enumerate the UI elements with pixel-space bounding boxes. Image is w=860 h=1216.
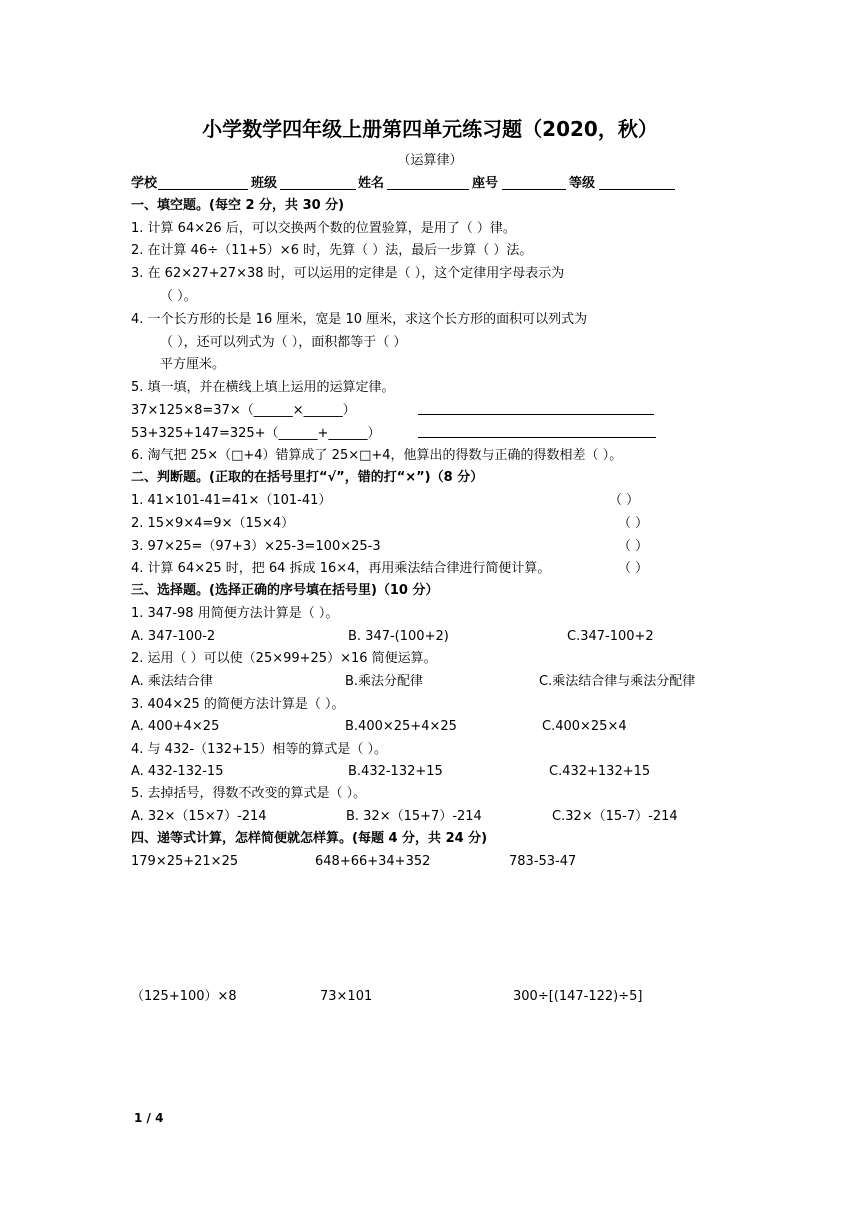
class-label: 班级 (251, 176, 278, 191)
s1-question-5: 5. 填一填，并在横线上填上运用的运算定律。 (131, 380, 395, 395)
section1-heading: 一、填空题。(每空 2 分，共 30 分) (131, 198, 345, 213)
s2-item-text: 1. 41×101-41=41×（101-41） (131, 493, 332, 508)
seat-label: 座号 (472, 176, 499, 191)
s3-option-b[interactable]: B.432-132+15 (348, 764, 443, 779)
s3-question: 2. 运用（ ）可以使（25×99+25）×16 简便运算。 (131, 651, 437, 666)
s3-question: 3. 404×25 的简便方法计算是（ ）。 (131, 697, 345, 712)
s3-option-a[interactable]: A. 乘法结合律 (131, 674, 213, 689)
s3-option-c[interactable]: C.32×（15-7）-214 (552, 809, 678, 824)
s3-option-a[interactable]: A. 347-100-2 (131, 629, 216, 644)
s1-question-3a: 3. 在 62×27+27×38 时，可以运用的定律是（ ），这个定律用字母表示为 (131, 266, 565, 281)
s1-answer-line-5a[interactable] (418, 414, 654, 415)
s3-option-c[interactable]: C.432+132+15 (549, 764, 651, 779)
grade-label: 等级 (569, 176, 596, 191)
s2-item-paren[interactable]: （ ） (618, 561, 649, 576)
s1-answer-line-5b[interactable] (418, 437, 656, 438)
name-label: 姓名 (358, 176, 385, 191)
s1-question-3b: （ ）。 (160, 289, 197, 304)
s3-option-a[interactable]: A. 432-132-15 (131, 764, 224, 779)
calc-problem: 73×101 (320, 989, 373, 1004)
s1-question-5a: 37×125×8=37×（______×______） (131, 403, 356, 418)
s3-option-b[interactable]: B. 32×（15+7）-214 (346, 809, 482, 824)
calc-problem: 783-53-47 (509, 854, 577, 869)
school-blank[interactable] (158, 189, 248, 190)
calc-problem: 300÷[(147-122)÷5] (513, 989, 643, 1004)
s3-option-b[interactable]: B. 347-(100+2) (348, 629, 449, 644)
page-number: 1 / 4 (134, 1111, 164, 1125)
s1-question-4c: 平方厘米。 (160, 357, 226, 372)
calc-problem: （125+100）×8 (131, 989, 237, 1004)
s3-question: 5. 去掉括号，得数不改变的算式是（ ）。 (131, 786, 367, 801)
s3-option-a[interactable]: A. 32×（15×7）-214 (131, 809, 267, 824)
s2-item-text: 2. 15×9×4=9×（15×4） (131, 516, 295, 531)
page-subtitle: （运算律） (397, 153, 463, 168)
section4-heading: 四、递等式计算，怎样简便就怎样算。(每题 4 分，共 24 分) (131, 831, 488, 846)
seat-blank[interactable] (502, 189, 566, 190)
s2-item-paren[interactable]: （ ） (618, 539, 649, 554)
s3-question: 4. 与 432-（132+15）相等的算式是（ ）。 (131, 742, 388, 757)
calc-problem: 648+66+34+352 (315, 854, 431, 869)
s2-item-text: 3. 97×25=（97+3）×25-3=100×25-3 (131, 539, 381, 554)
grade-blank[interactable] (599, 189, 675, 190)
s1-question-5b: 53+325+147=325+（______+______） (131, 426, 381, 441)
calc-problem: 179×25+21×25 (131, 854, 239, 869)
s3-option-b[interactable]: B.乘法分配律 (345, 674, 424, 689)
s1-question-6: 6. 淘气把 25×（□+4）错算成了 25×□+4，他算出的得数与正确的得数相差（ ）。 (131, 448, 623, 463)
s1-question-4a: 4. 一个长方形的长是 16 厘米，宽是 10 厘米，求这个长方形的面积可以列式为 (131, 312, 588, 327)
page-title: 小学数学四年级上册第四单元练习题（2020，秋） (202, 117, 658, 141)
section2-heading: 二、判断题。(正取的在括号里打“√”，错的打“×”)（8 分） (131, 470, 484, 485)
s1-question-2: 2. 在计算 46÷（11+5）×6 时，先算（ ）法，最后一步算（ ）法。 (131, 243, 533, 258)
class-blank[interactable] (280, 189, 356, 190)
s2-item-paren[interactable]: （ ） (618, 516, 649, 531)
s2-item-text: 4. 计算 64×25 时，把 64 拆成 16×4，再用乘法结合律进行简便计算。 (131, 561, 551, 576)
s2-item-paren[interactable]: （ ） (609, 493, 640, 508)
school-label: 学校 (131, 176, 158, 191)
s3-option-c[interactable]: C.347-100+2 (567, 629, 654, 644)
s3-question: 1. 347-98 用简便方法计算是（ ）。 (131, 606, 339, 621)
s3-option-c[interactable]: C.400×25×4 (542, 719, 627, 734)
s1-question-4b: （ ），还可以列式为（ ），面积都等于（ ） (160, 335, 407, 350)
name-blank[interactable] (387, 189, 469, 190)
s3-option-a[interactable]: A. 400+4×25 (131, 719, 220, 734)
s3-option-c[interactable]: C.乘法结合律与乘法分配律 (539, 674, 696, 689)
section3-heading: 三、选择题。(选择正确的序号填在括号里)（10 分） (131, 583, 439, 598)
s1-question-1: 1. 计算 64×26 后，可以交换两个数的位置验算，是用了（ ）律。 (131, 221, 516, 236)
s3-option-b[interactable]: B.400×25+4×25 (345, 719, 457, 734)
